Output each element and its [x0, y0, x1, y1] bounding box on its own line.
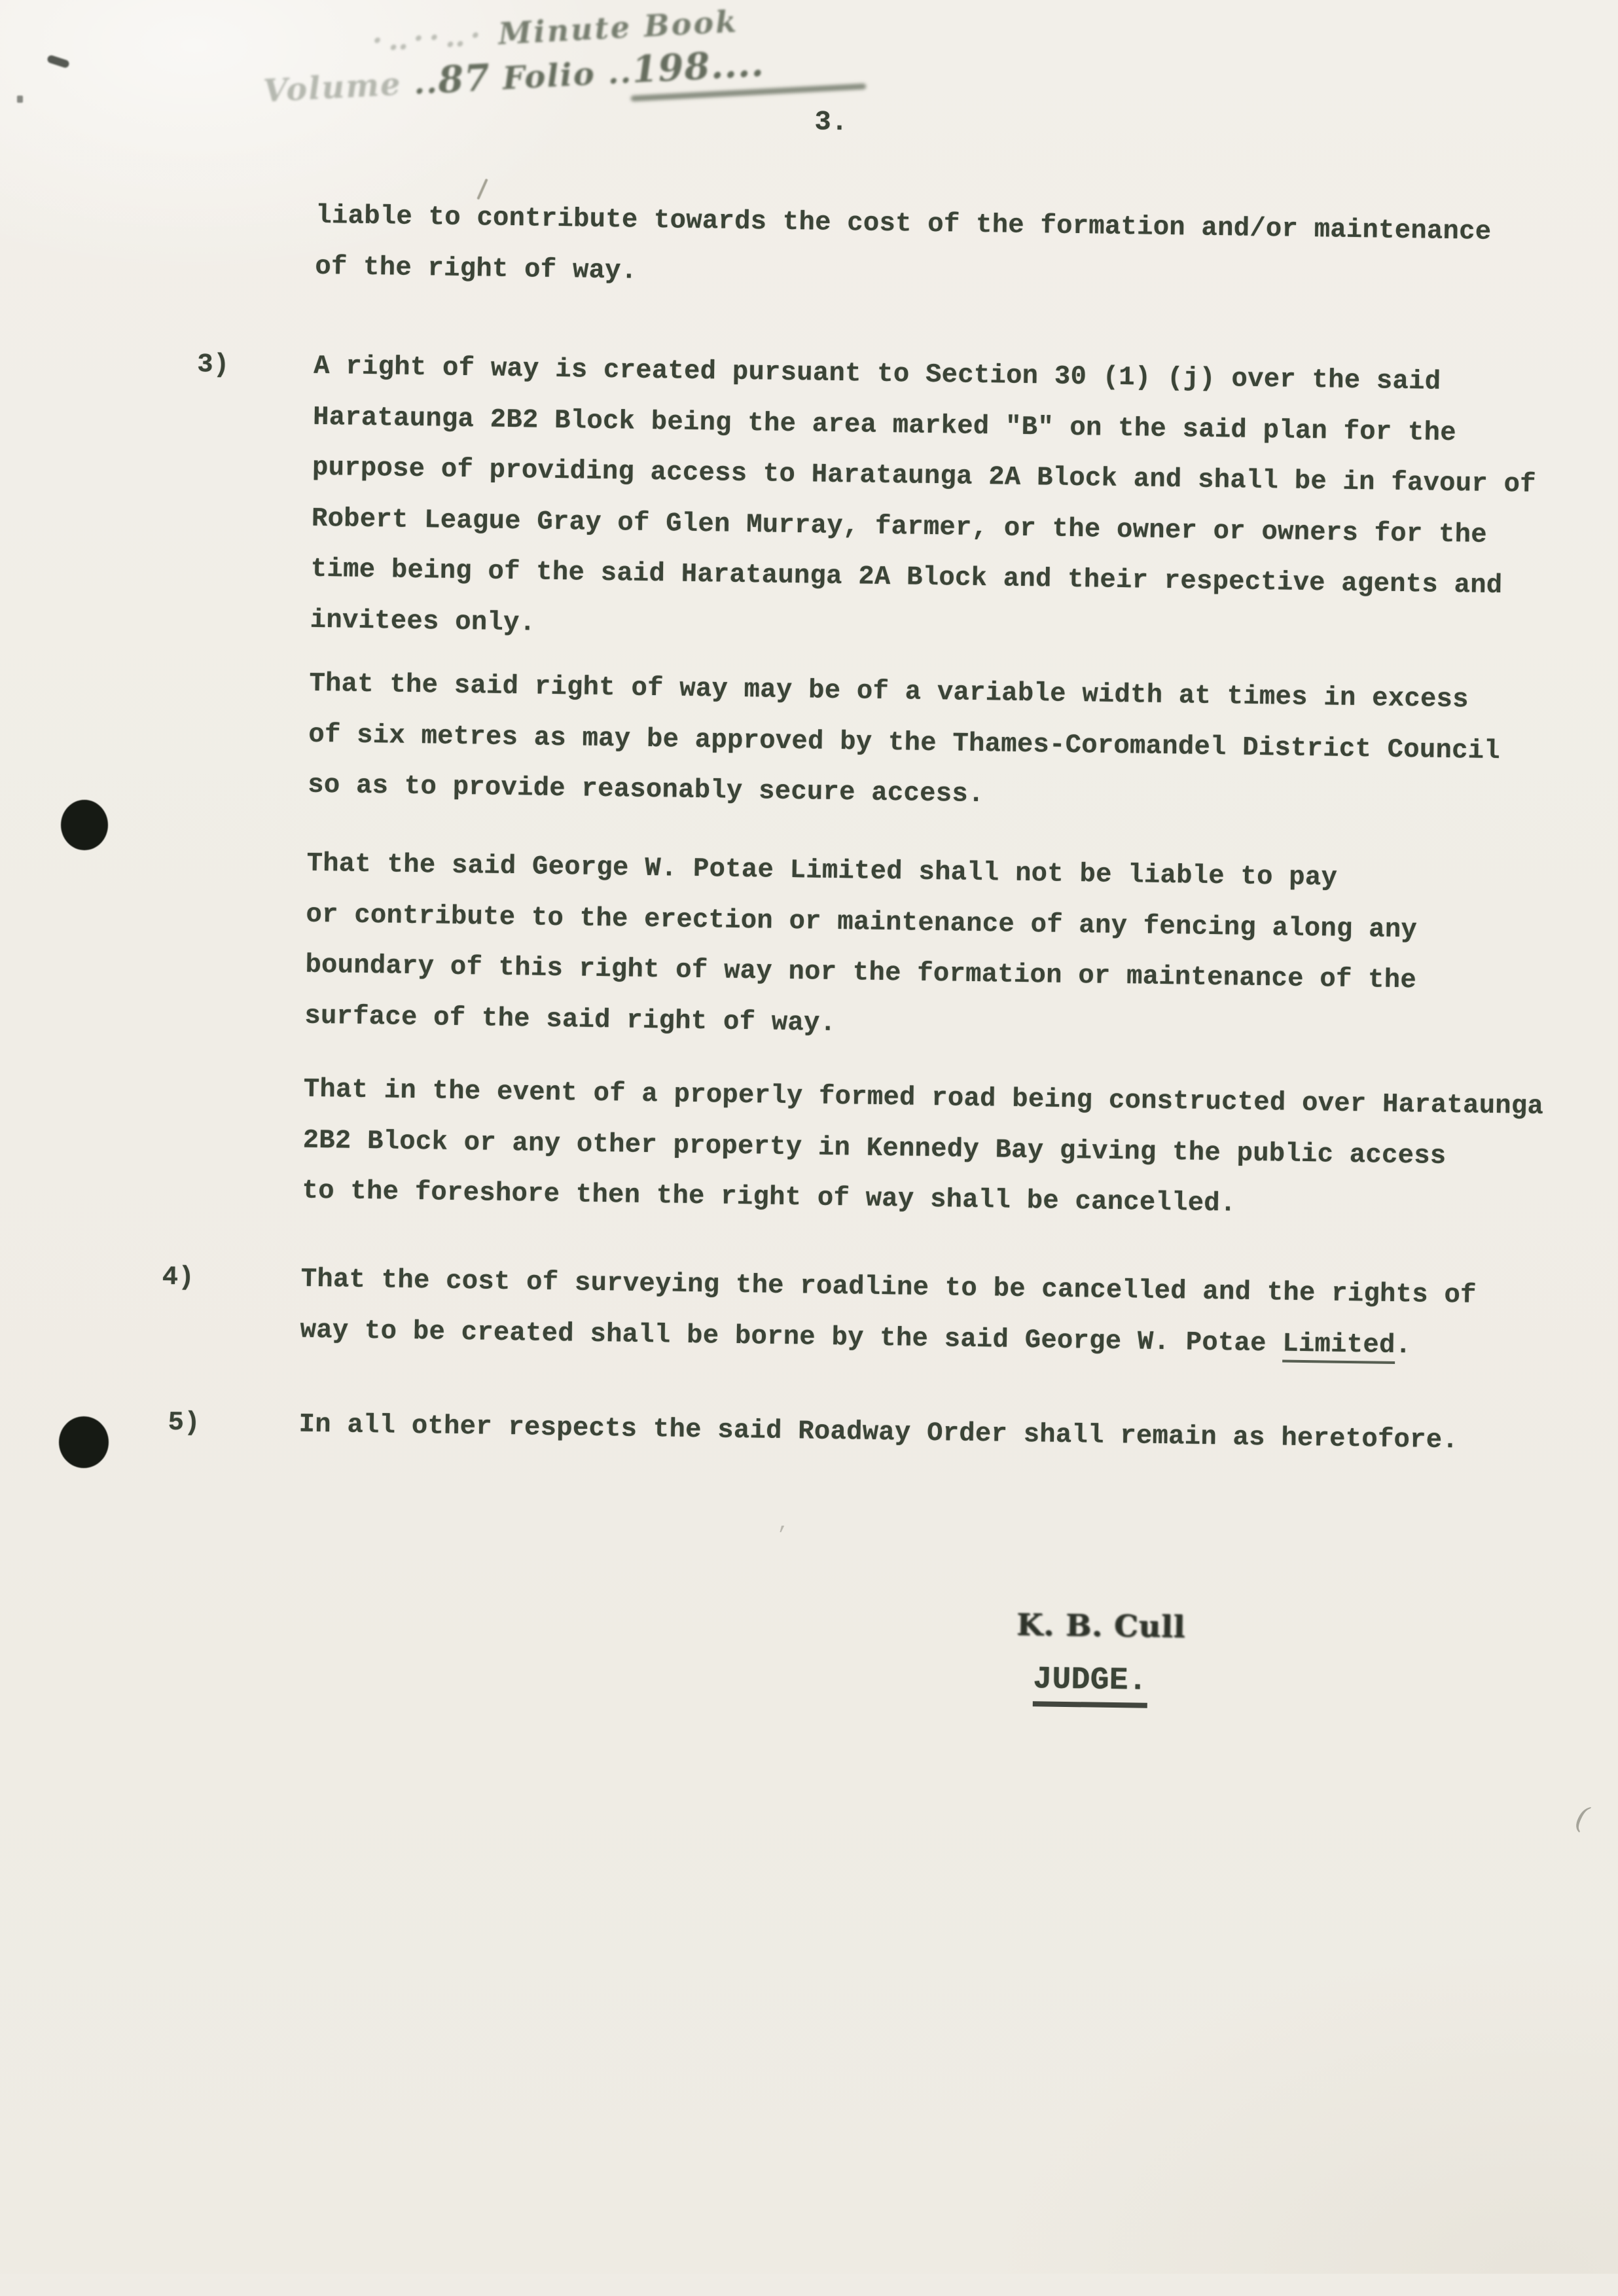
- stamp-dots: ..: [400, 63, 439, 103]
- clause-5: [168, 1407, 1582, 1479]
- paragraph-lines: [304, 849, 1590, 1069]
- text-line: surface of the said right of way.: [304, 1001, 836, 1039]
- text-line: of six metres as may be approved by the Thames-Coromandel District Council: [308, 719, 1501, 766]
- text-line: so as to provide reasonably secure access.: [307, 770, 984, 810]
- text-line: purpose of providing access to Harataunga 2A Block and shall be in favour of: [312, 452, 1537, 500]
- text-line: or contribute to the erection or maintenance of any fencing along any: [306, 899, 1418, 945]
- clause-5-number: 5): [168, 1407, 201, 1439]
- ink-blot-upper: [61, 800, 108, 850]
- text-line: Robert League Gray of Glen Murray, farmer, or the owner or owners for the: [311, 503, 1488, 550]
- paragraph-lines: [310, 351, 1596, 673]
- clause-3-number: 3): [196, 350, 230, 380]
- judge-title: JUDGE.: [1033, 1662, 1148, 1708]
- page-number: 3.: [814, 106, 848, 139]
- ink-blot-lower: [59, 1416, 109, 1468]
- stamp-volume-number: 87: [437, 56, 492, 102]
- clause-4-line-2-post: .: [1395, 1330, 1412, 1361]
- scan-speck-margin: [17, 96, 23, 103]
- stray-comma-mark: ‚: [776, 1511, 789, 1535]
- text-line: boundary of this right of way nor the formation or maintenance of the: [305, 950, 1417, 996]
- paragraph-road-cancellation: [302, 1075, 1587, 1245]
- stamp-minute-book-text: Minute Book: [497, 3, 740, 52]
- text-line: time being of the said Harataunga 2A Block and their respective agents and: [310, 554, 1503, 601]
- text-line: That the cost of surveying the roadline to be cancelled and the rights of: [300, 1264, 1477, 1311]
- text-line: That the said George W. Potae Limited shall not be liable to pay: [306, 848, 1338, 893]
- clause-4-number: 4): [162, 1262, 195, 1293]
- stamp-volume-label: Volume: [262, 65, 403, 110]
- clause-3: [196, 350, 1596, 673]
- paragraph-lines: [315, 201, 1599, 320]
- paragraph-lines: [302, 1075, 1587, 1245]
- stamp-folio-label: Folio: [489, 54, 609, 98]
- text-line: Harataunga 2B2 Block being the area marked "B" on the said plan for the: [312, 402, 1457, 448]
- paragraph-carryover: [315, 201, 1599, 320]
- stamp-faded-fragments: ·‥··‥·: [371, 16, 487, 58]
- text-line: 2B2 Block or any other property in Kennedy Bay giving the public access: [302, 1125, 1447, 1172]
- stray-curl-mark: (: [1572, 1799, 1592, 1837]
- signature-block: [1016, 1607, 1186, 1709]
- text-line: A right of way is created pursuant to Section 30 (1) (j) over the said: [313, 351, 1441, 397]
- text-line: of the right of way.: [315, 251, 638, 287]
- underlined-word-limited: Limited: [1282, 1329, 1395, 1363]
- text-line: In all other respects the said Roadway Order shall remain as heretofore.: [298, 1409, 1459, 1456]
- paragraph-fencing-liability: [304, 849, 1590, 1069]
- judge-signature-stamp: K. B. Cull: [1016, 1606, 1186, 1645]
- stamp-dots-2: ..: [606, 54, 634, 92]
- text-line: liable to contribute towards the cost of the formation and/or maintenance: [315, 200, 1492, 247]
- paragraph-lines: [298, 1410, 1582, 1479]
- paragraph-lines: [308, 669, 1592, 839]
- text-line: to the foreshore then the right of way shall be cancelled.: [302, 1175, 1236, 1219]
- clause-4: [162, 1262, 1584, 1384]
- paragraph-variable-width: [308, 669, 1592, 839]
- text-line: That in the event of a properly formed road being constructed over Harataunga: [303, 1074, 1544, 1122]
- text-line: That the said right of way may be of a variable width at times in excess: [309, 668, 1469, 715]
- text-line: invitees only.: [310, 605, 536, 639]
- clause-4-line-2-pre: way to be created shall be borne by the said George W. Potae: [300, 1315, 1283, 1359]
- stamp-folio-number: 198....: [630, 41, 765, 92]
